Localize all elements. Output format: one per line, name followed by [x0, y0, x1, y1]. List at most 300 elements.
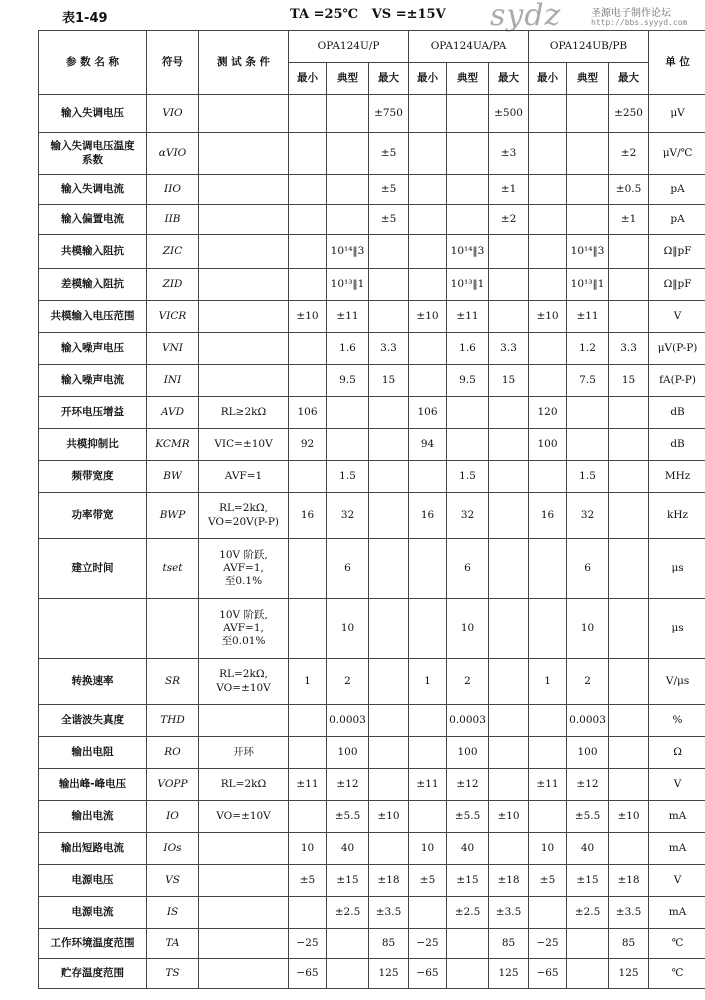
- value-max: [489, 235, 529, 269]
- value-typ: [567, 397, 609, 429]
- param-name-line: 输出电阻: [71, 745, 114, 758]
- value-max: [489, 493, 529, 539]
- value-typ: 10¹³‖1: [327, 269, 369, 301]
- value-typ: ±2.5: [567, 897, 609, 929]
- value-typ: 32: [327, 493, 369, 539]
- value-min: 92: [289, 429, 327, 461]
- param-name-line: 工作环境温度范围: [50, 936, 135, 949]
- value-min: [289, 705, 327, 737]
- value-min: −25: [409, 929, 447, 959]
- value-min: [409, 235, 447, 269]
- param-symbol: AVD: [147, 397, 199, 429]
- table-row: [39, 737, 705, 769]
- table-row: [39, 175, 705, 205]
- value-typ: 40: [567, 833, 609, 865]
- param-unit: kHz: [649, 493, 705, 539]
- value-min: [289, 897, 327, 929]
- value-max: [369, 705, 409, 737]
- test-condition-line: RL≥2kΩ: [220, 405, 267, 418]
- param-name-line: 电源电流: [71, 905, 114, 918]
- table-row: [39, 659, 705, 705]
- value-max: [609, 599, 649, 659]
- value-max: [609, 429, 649, 461]
- value-max: ±2: [609, 133, 649, 175]
- header-min: 最小: [529, 63, 567, 95]
- param-name-line: 建立时间: [71, 561, 114, 574]
- value-typ: [447, 397, 489, 429]
- value-min: [409, 133, 447, 175]
- table-row: [39, 95, 705, 133]
- value-typ: 1.6: [327, 333, 369, 365]
- value-max: 125: [609, 959, 649, 989]
- test-condition: [199, 539, 289, 599]
- param-name-line: 全谐波失真度: [61, 713, 124, 726]
- value-typ: [567, 133, 609, 175]
- value-max: [369, 539, 409, 599]
- value-max: ±10: [489, 801, 529, 833]
- test-condition-line: 10V 阶跃,: [219, 548, 268, 561]
- param-symbol: KCMR: [147, 429, 199, 461]
- value-typ: 40: [447, 833, 489, 865]
- param-unit: μV(P-P): [649, 333, 705, 365]
- param-unit: fA(P-P): [649, 365, 705, 397]
- param-name: [39, 429, 147, 461]
- value-min: [529, 737, 567, 769]
- value-typ: [327, 175, 369, 205]
- param-unit: ℃: [649, 959, 705, 989]
- table-number: 表1-49: [62, 11, 108, 26]
- param-name-line: 输入失调电压温度: [50, 140, 135, 153]
- header-group-1: OPA124U/P: [289, 31, 409, 63]
- value-max: ±3.5: [489, 897, 529, 929]
- param-name-line: 系数: [82, 153, 103, 166]
- value-min: ±10: [289, 301, 327, 333]
- value-max: [369, 269, 409, 301]
- table-row: [39, 705, 705, 737]
- table-row: [39, 461, 705, 493]
- value-typ: [447, 929, 489, 959]
- param-name: [39, 769, 147, 801]
- test-condition-line: RL=2kΩ,: [219, 668, 268, 681]
- param-symbol: IO: [147, 801, 199, 833]
- header-typ: 典型: [567, 63, 609, 95]
- value-max: [489, 429, 529, 461]
- value-max: 85: [489, 929, 529, 959]
- value-max: 85: [609, 929, 649, 959]
- test-condition-line: VO=±10V: [216, 809, 271, 822]
- value-min: ±11: [409, 769, 447, 801]
- value-typ: 6: [327, 539, 369, 599]
- value-max: [489, 397, 529, 429]
- value-min: [529, 801, 567, 833]
- value-min: [409, 95, 447, 133]
- value-max: [489, 705, 529, 737]
- value-max: [609, 235, 649, 269]
- value-typ: 1.5: [447, 461, 489, 493]
- value-min: [289, 737, 327, 769]
- param-name: [39, 365, 147, 397]
- value-min: [289, 133, 327, 175]
- test-condition-line: VO=±10V: [216, 681, 271, 694]
- param-name: [39, 959, 147, 989]
- table-row: [39, 133, 705, 175]
- value-typ: 32: [567, 493, 609, 539]
- param-name: [39, 205, 147, 235]
- value-max: [609, 659, 649, 705]
- value-max: [369, 493, 409, 539]
- header-min: 最小: [289, 63, 327, 95]
- test-condition-line: AVF=1: [224, 469, 263, 482]
- value-max: [369, 833, 409, 865]
- test-condition: [199, 301, 289, 333]
- value-typ: 0.0003: [567, 705, 609, 737]
- param-unit: pA: [649, 175, 705, 205]
- value-max: [489, 833, 529, 865]
- param-name: [39, 897, 147, 929]
- value-typ: [327, 929, 369, 959]
- table-row: [39, 493, 705, 539]
- value-max: [489, 539, 529, 599]
- value-max: ±10: [369, 801, 409, 833]
- param-name: [39, 301, 147, 333]
- value-max: [369, 769, 409, 801]
- value-typ: ±11: [447, 301, 489, 333]
- value-max: ±18: [489, 865, 529, 897]
- param-name-line: 共模抑制比: [66, 437, 119, 450]
- value-min: [529, 175, 567, 205]
- param-symbol: BWP: [147, 493, 199, 539]
- value-typ: 10: [327, 599, 369, 659]
- value-max: [489, 269, 529, 301]
- header-param: 参 数 名 称: [39, 31, 147, 95]
- param-name: [39, 659, 147, 705]
- value-min: 10: [409, 833, 447, 865]
- value-min: [529, 205, 567, 235]
- header-group-3: OPA124UB/PB: [529, 31, 649, 63]
- value-min: [409, 365, 447, 397]
- value-min: ±5: [289, 865, 327, 897]
- value-min: −25: [289, 929, 327, 959]
- value-min: [529, 897, 567, 929]
- value-typ: 10¹⁴‖3: [327, 235, 369, 269]
- watermark: [488, 0, 688, 33]
- param-unit: μV: [649, 95, 705, 133]
- param-name-line: 输出峰-峰电压: [58, 777, 127, 790]
- value-typ: [567, 205, 609, 235]
- spec-table: [38, 30, 705, 989]
- value-typ: 1.2: [567, 333, 609, 365]
- table-row: [39, 865, 705, 897]
- value-max: [609, 269, 649, 301]
- test-condition: [199, 705, 289, 737]
- param-unit: Ω: [649, 737, 705, 769]
- test-condition: [199, 737, 289, 769]
- param-unit: %: [649, 705, 705, 737]
- value-typ: 10: [447, 599, 489, 659]
- test-condition-line: RL=2kΩ,: [219, 502, 268, 515]
- param-unit: ℃: [649, 929, 705, 959]
- test-condition: [199, 959, 289, 989]
- table-row: [39, 833, 705, 865]
- value-typ: 1.5: [327, 461, 369, 493]
- param-symbol: THD: [147, 705, 199, 737]
- param-symbol: TA: [147, 929, 199, 959]
- test-condition-line: RL=2kΩ: [220, 777, 267, 790]
- value-min: 94: [409, 429, 447, 461]
- param-name: [39, 737, 147, 769]
- value-typ: [447, 133, 489, 175]
- param-name: [39, 269, 147, 301]
- value-min: −65: [289, 959, 327, 989]
- value-min: ±5: [529, 865, 567, 897]
- param-unit: mA: [649, 833, 705, 865]
- header-typ: 典型: [447, 63, 489, 95]
- header-min: 最小: [409, 63, 447, 95]
- value-min: [529, 95, 567, 133]
- value-max: 85: [369, 929, 409, 959]
- param-name-line: 频带宽度: [71, 469, 114, 482]
- value-typ: 10¹⁴‖3: [447, 235, 489, 269]
- param-symbol: BW: [147, 461, 199, 493]
- value-typ: [327, 95, 369, 133]
- table-row: [39, 801, 705, 833]
- value-min: ±11: [529, 769, 567, 801]
- value-min: [289, 801, 327, 833]
- header-max: 最大: [609, 63, 649, 95]
- param-unit: Ω‖pF: [649, 235, 705, 269]
- watermark-url: http://bbs.syyyd.com: [591, 18, 688, 27]
- value-typ: 10¹³‖1: [447, 269, 489, 301]
- value-max: [609, 397, 649, 429]
- param-name-line: 转换速率: [71, 674, 114, 687]
- value-max: [609, 833, 649, 865]
- value-typ: 7.5: [567, 365, 609, 397]
- value-max: [369, 461, 409, 493]
- watermark-logo: sydz: [490, 0, 562, 33]
- test-condition: [199, 865, 289, 897]
- value-min: [289, 269, 327, 301]
- value-typ: [567, 429, 609, 461]
- param-unit: dB: [649, 429, 705, 461]
- test-condition: [199, 659, 289, 705]
- param-unit: μV/℃: [649, 133, 705, 175]
- value-min: ±10: [529, 301, 567, 333]
- value-typ: 100: [567, 737, 609, 769]
- table-row: [39, 269, 705, 301]
- test-condition: [199, 365, 289, 397]
- param-name: [39, 175, 147, 205]
- value-max: [609, 539, 649, 599]
- param-name-line: 贮存温度范围: [61, 966, 124, 979]
- value-typ: ±11: [327, 301, 369, 333]
- test-condition-line: 开环: [233, 745, 254, 758]
- param-symbol: IIB: [147, 205, 199, 235]
- value-typ: ±5.5: [447, 801, 489, 833]
- table-row: [39, 599, 705, 659]
- value-max: [489, 301, 529, 333]
- value-min: [529, 461, 567, 493]
- value-typ: 0.0003: [447, 705, 489, 737]
- table-row: [39, 539, 705, 599]
- value-max: ±18: [609, 865, 649, 897]
- value-max: [369, 301, 409, 333]
- value-max: [609, 705, 649, 737]
- value-typ: ±2.5: [327, 897, 369, 929]
- test-condition-line: AVF=1,: [223, 561, 264, 574]
- value-min: −65: [409, 959, 447, 989]
- value-min: 106: [289, 397, 327, 429]
- param-name: [39, 929, 147, 959]
- value-min: ±5: [409, 865, 447, 897]
- value-typ: ±12: [567, 769, 609, 801]
- value-max: [369, 235, 409, 269]
- test-condition: [199, 461, 289, 493]
- value-typ: [327, 397, 369, 429]
- value-max: [489, 737, 529, 769]
- value-max: 15: [369, 365, 409, 397]
- value-max: [609, 769, 649, 801]
- param-name-line: 差模输入阻抗: [61, 277, 124, 290]
- table-row: [39, 301, 705, 333]
- value-typ: [327, 205, 369, 235]
- param-name-line: 输出短路电流: [61, 841, 124, 854]
- param-unit: mA: [649, 801, 705, 833]
- value-max: [489, 461, 529, 493]
- header-group-2: OPA124UA/PA: [409, 31, 529, 63]
- param-name: [39, 801, 147, 833]
- param-name: [39, 705, 147, 737]
- value-typ: [447, 205, 489, 235]
- param-name-line: 输入噪声电压: [61, 341, 124, 354]
- value-typ: 10¹⁴‖3: [567, 235, 609, 269]
- value-min: [409, 205, 447, 235]
- value-typ: 9.5: [447, 365, 489, 397]
- test-condition: [199, 599, 289, 659]
- table-row: [39, 235, 705, 269]
- test-condition: [199, 235, 289, 269]
- value-max: ±2: [489, 205, 529, 235]
- value-max: [609, 493, 649, 539]
- param-unit: V/μs: [649, 659, 705, 705]
- value-typ: 9.5: [327, 365, 369, 397]
- value-typ: 0.0003: [327, 705, 369, 737]
- header-typ: 典型: [327, 63, 369, 95]
- param-symbol: IIO: [147, 175, 199, 205]
- test-condition: [199, 205, 289, 235]
- value-max: 15: [489, 365, 529, 397]
- value-min: 16: [409, 493, 447, 539]
- value-max: ±10: [609, 801, 649, 833]
- header-test: 测 试 条 件: [199, 31, 289, 95]
- value-min: 1: [409, 659, 447, 705]
- value-max: [609, 737, 649, 769]
- param-symbol: VS: [147, 865, 199, 897]
- value-min: 1: [529, 659, 567, 705]
- value-min: [289, 539, 327, 599]
- value-min: [409, 705, 447, 737]
- param-unit: dB: [649, 397, 705, 429]
- param-symbol: ZIC: [147, 235, 199, 269]
- param-symbol: [147, 599, 199, 659]
- table-row: [39, 205, 705, 235]
- value-min: ±10: [409, 301, 447, 333]
- test-condition-line: VO=20V(P-P): [207, 515, 280, 528]
- param-name: [39, 95, 147, 133]
- header-max: 最大: [489, 63, 529, 95]
- param-name: [39, 833, 147, 865]
- value-min: [289, 235, 327, 269]
- value-typ: ±11: [567, 301, 609, 333]
- param-unit: V: [649, 301, 705, 333]
- value-max: [369, 429, 409, 461]
- test-condition: [199, 269, 289, 301]
- value-typ: [327, 959, 369, 989]
- value-typ: [447, 429, 489, 461]
- value-min: [409, 269, 447, 301]
- header-unit: 单 位: [649, 31, 705, 95]
- value-typ: [567, 929, 609, 959]
- value-min: 100: [529, 429, 567, 461]
- header-row-groups: [39, 31, 705, 63]
- value-max: ±18: [369, 865, 409, 897]
- value-max: ±0.5: [609, 175, 649, 205]
- table-row: [39, 897, 705, 929]
- value-typ: ±5.5: [327, 801, 369, 833]
- table-body: [39, 95, 705, 989]
- table-row: [39, 429, 705, 461]
- value-typ: [447, 175, 489, 205]
- value-typ: [447, 95, 489, 133]
- value-max: [369, 659, 409, 705]
- value-typ: 40: [327, 833, 369, 865]
- value-min: 10: [529, 833, 567, 865]
- value-max: [489, 599, 529, 659]
- value-max: 3.3: [609, 333, 649, 365]
- value-max: ±3: [489, 133, 529, 175]
- param-name: [39, 865, 147, 897]
- table-row: [39, 333, 705, 365]
- value-max: 3.3: [489, 333, 529, 365]
- param-name-line: 电源电压: [71, 873, 114, 886]
- value-min: [409, 461, 447, 493]
- test-condition-line: AVF=1,: [223, 621, 264, 634]
- test-condition: [199, 429, 289, 461]
- header-max: 最大: [369, 63, 409, 95]
- table-row: [39, 397, 705, 429]
- value-typ: 2: [327, 659, 369, 705]
- value-typ: 32: [447, 493, 489, 539]
- value-min: [529, 269, 567, 301]
- test-condition: [199, 929, 289, 959]
- test-condition: [199, 175, 289, 205]
- value-min: [289, 175, 327, 205]
- value-max: ±5: [369, 205, 409, 235]
- param-name: [39, 493, 147, 539]
- param-name-line: 开环电压增益: [61, 405, 124, 418]
- value-typ: [567, 959, 609, 989]
- value-min: [289, 599, 327, 659]
- param-unit: mA: [649, 897, 705, 929]
- value-max: ±750: [369, 95, 409, 133]
- value-min: [289, 205, 327, 235]
- value-typ: ±5.5: [567, 801, 609, 833]
- test-condition: [199, 493, 289, 539]
- table-row: [39, 769, 705, 801]
- param-symbol: αVIO: [147, 133, 199, 175]
- test-condition: [199, 769, 289, 801]
- param-unit: μs: [649, 539, 705, 599]
- param-symbol: IS: [147, 897, 199, 929]
